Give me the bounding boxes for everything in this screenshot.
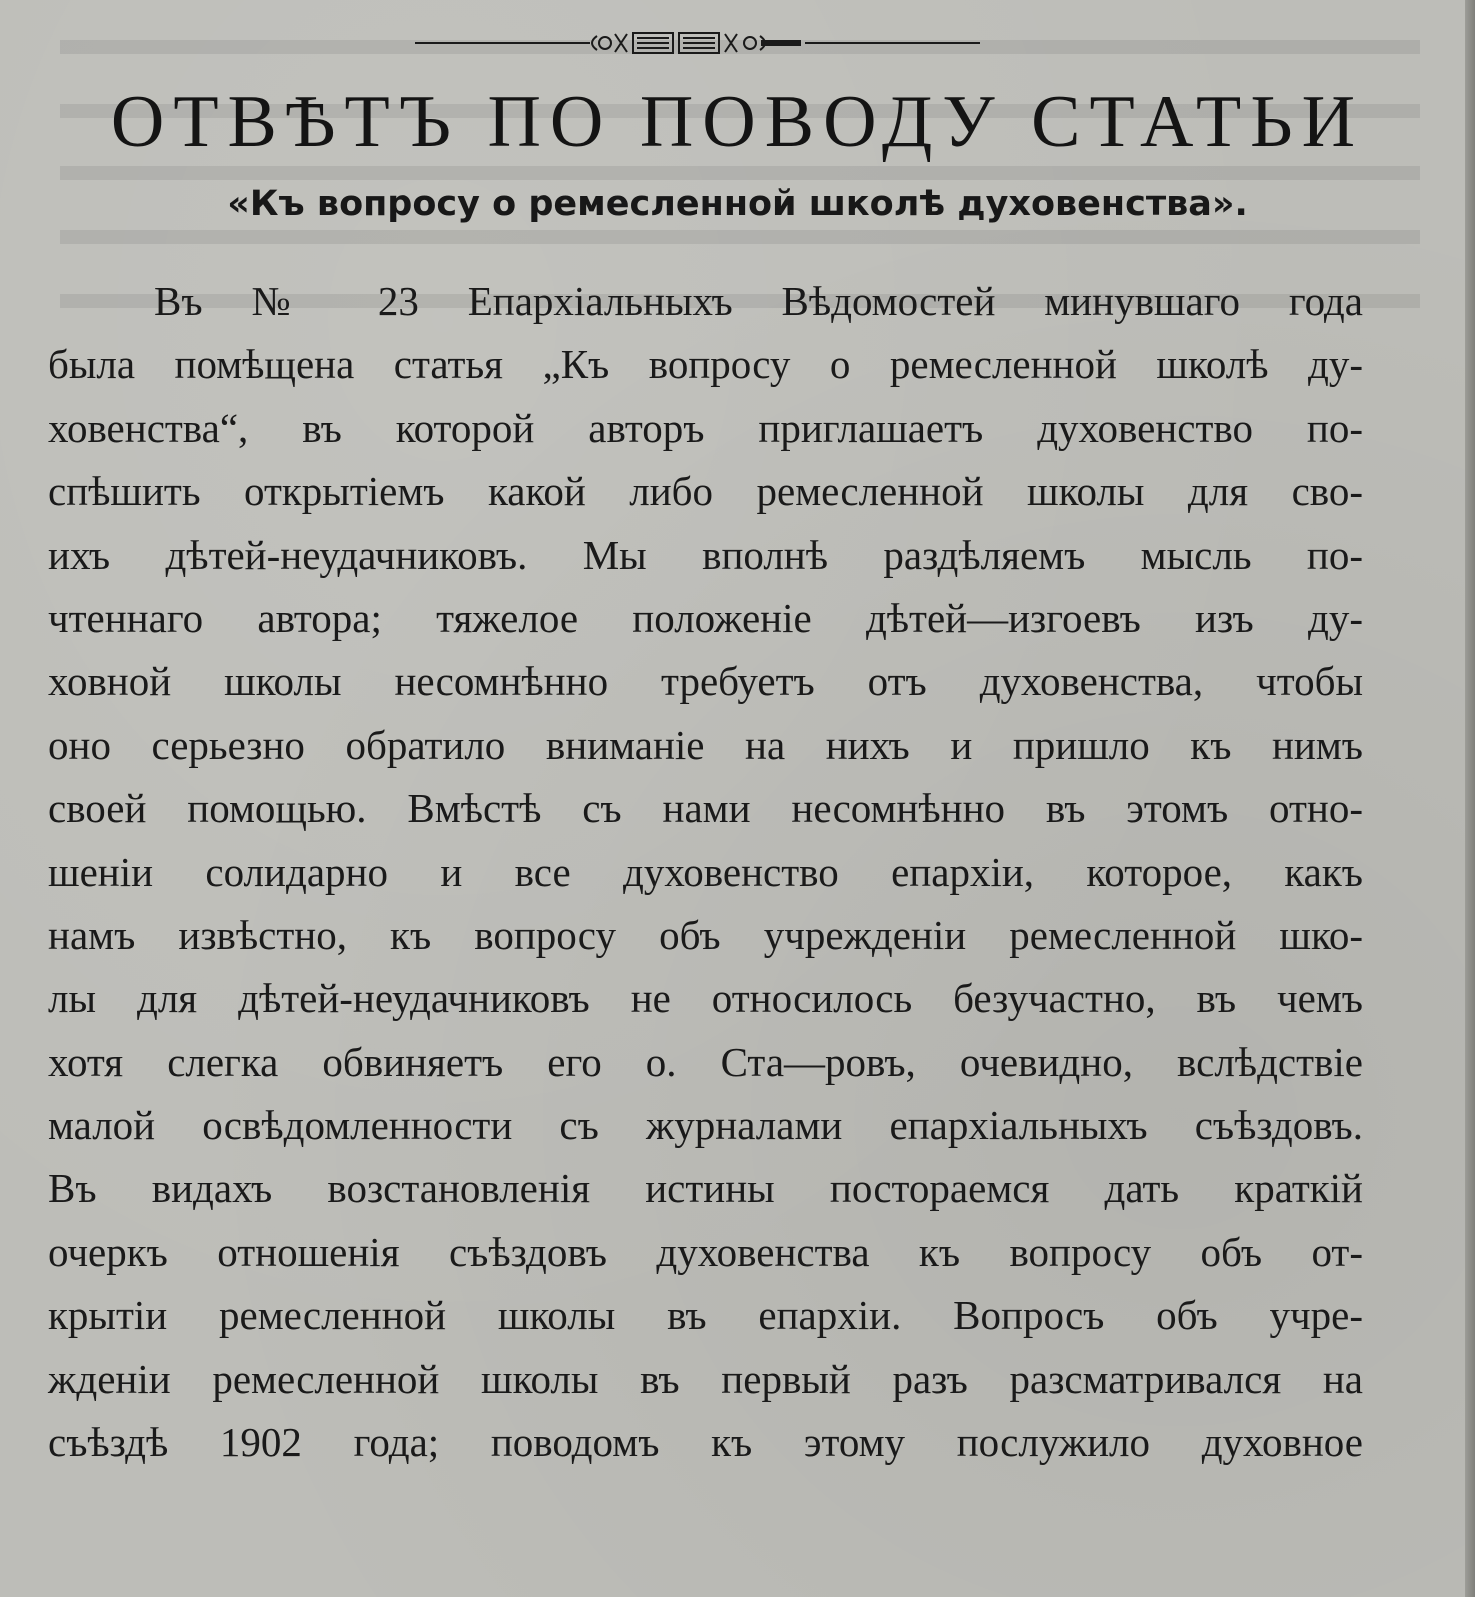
article-title: ОТВѢТЪ ПО ПОВОДУ СТАТЬИ — [110, 81, 1365, 163]
article-subtitle: «Къ вопросу о ремесленной школѣ духовенства». — [227, 184, 1248, 224]
article-body — [48, 270, 1363, 1474]
ornament-divider — [415, 28, 980, 58]
text-line: ихъ дѣтей-неудачниковъ. Мы вполнѣ раздѣляемъ мысль по- — [48, 531, 1363, 578]
text-line: Въ № 23 Епархіальныхъ Вѣдомостей минувшаго года — [154, 278, 1363, 324]
text-line: оно серьезно обратило вниманіе на нихъ и пришло къ нимъ — [48, 721, 1363, 768]
text-line: была помѣщена статья „Къ вопросу о ремесленной школѣ ду- — [48, 341, 1363, 388]
text-line: жденіи ремесленной школы въ первый разъ разсматривался на — [48, 1355, 1363, 1402]
text-line: намъ извѣстно, къ вопросу объ учрежденіи ремесленной шко- — [48, 911, 1363, 958]
text-line: съѣздѣ 1902 года; поводомъ къ этому послужило духовное — [48, 1419, 1363, 1466]
text-line: крытіи ремесленной школы въ епархіи. Вопросъ объ учре- — [48, 1292, 1363, 1339]
text-line: очеркъ отношенія съѣздовъ духовенства къ вопросу объ от- — [48, 1228, 1363, 1275]
text-line: ховной школы несомнѣнно требуетъ отъ духовенства, чтобы — [48, 658, 1363, 705]
text-line: чтеннаго автора; тяжелое положеніе дѣтей—изгоевъ изъ ду- — [48, 594, 1363, 641]
text-line: шеніи солидарно и все духовенство епархіи, которое, какъ — [48, 848, 1363, 895]
text-line: спѣшить открытіемъ какой либо ремесленной школы для сво- — [48, 468, 1363, 515]
page-edge-shadow — [1465, 0, 1475, 1597]
text-line: ховенства“, въ которой авторъ приглашаетъ духовенство по- — [48, 404, 1363, 451]
text-line: малой освѣдомленности съ журналами епархіальныхъ съѣздовъ. — [48, 1102, 1363, 1149]
text-line: хотя слегка обвиняетъ его о. Ста—ровъ, очевидно, вслѣдствіе — [48, 1038, 1363, 1085]
text-line: лы для дѣтей-неудачниковъ не относилось безучастно, въ чемъ — [48, 975, 1363, 1022]
text-line: своей помощью. Вмѣстѣ съ нами несомнѣнно въ этомъ отно- — [48, 785, 1363, 832]
text-line: Въ видахъ возстановленія истины постораемся дать краткій — [48, 1165, 1363, 1212]
